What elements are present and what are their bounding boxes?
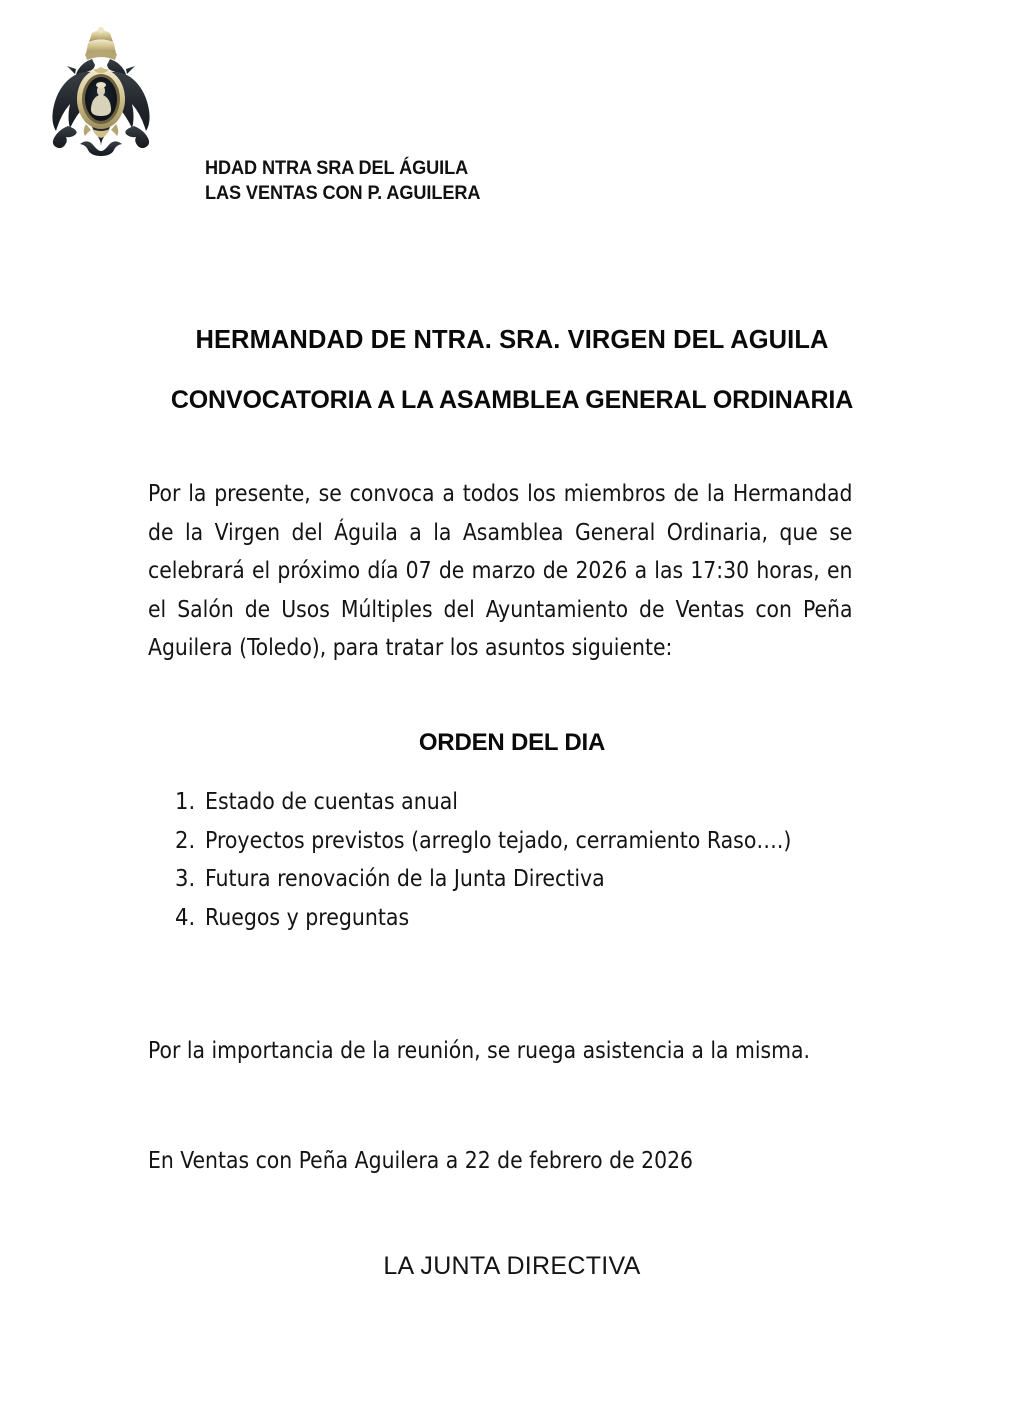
list-item-label: Ruegos y preguntas	[205, 902, 410, 931]
intro-paragraph: Por la presente, se convoca a todos los miembros de la Hermandad de la Virgen del Águila a la Asamblea General Ordinaria, que se celebrará el próximo día 07 de marzo de 2026 a las 17:30 horas, en el Salón de Usos Múltiples del Ayuntamiento de Ventas con Peña Aguilera (Toledo), para tratar los asuntos siguiente:	[148, 479, 853, 661]
signature-line: LA JUNTA DIRECTIVA	[383, 1252, 641, 1280]
list-item	[175, 821, 935, 860]
page-subtitle: CONVOCATORIA A LA ASAMBLEA GENERAL ORDINARIA	[170, 385, 854, 414]
crown-part	[85, 27, 117, 60]
letterhead	[0, 0, 1024, 230]
list-item	[175, 782, 935, 821]
list-item-number: 4.	[175, 902, 196, 931]
double-headed-eagle-crest-icon	[40, 26, 162, 160]
place-and-date: En Ventas con Peña Aguilera a 22 de febrero de 2026	[148, 1146, 694, 1174]
page-title: HERMANDAD DE NTRA. SRA. VIRGEN DEL AGUILA	[195, 326, 829, 355]
list-item-number: 2.	[175, 825, 196, 854]
closing-note: Por la importancia de la reunión, se ruega asistencia a la misma.	[148, 1036, 811, 1064]
list-item-label: Estado de cuentas anual	[205, 787, 459, 815]
list-item-label: Futura renovación de la Junta Directiva	[205, 864, 605, 893]
list-item-number: 1.	[175, 787, 196, 815]
list-item-number: 3.	[175, 864, 196, 893]
list-item	[175, 898, 935, 937]
agenda-heading: ORDEN DEL DIA	[418, 729, 606, 756]
organization-line-2: LAS VENTAS CON P. AGUILERA	[205, 182, 481, 204]
list-item-label: Proyectos previstos (arreglo tejado, cerramiento Raso….)	[205, 825, 792, 854]
virgin-medallion-part	[77, 67, 125, 138]
list-item	[175, 859, 935, 898]
agenda-list	[175, 782, 935, 936]
organization-name	[205, 156, 480, 206]
organization-line-1: HDAD NTRA SRA DEL ÁGUILA	[205, 157, 469, 179]
